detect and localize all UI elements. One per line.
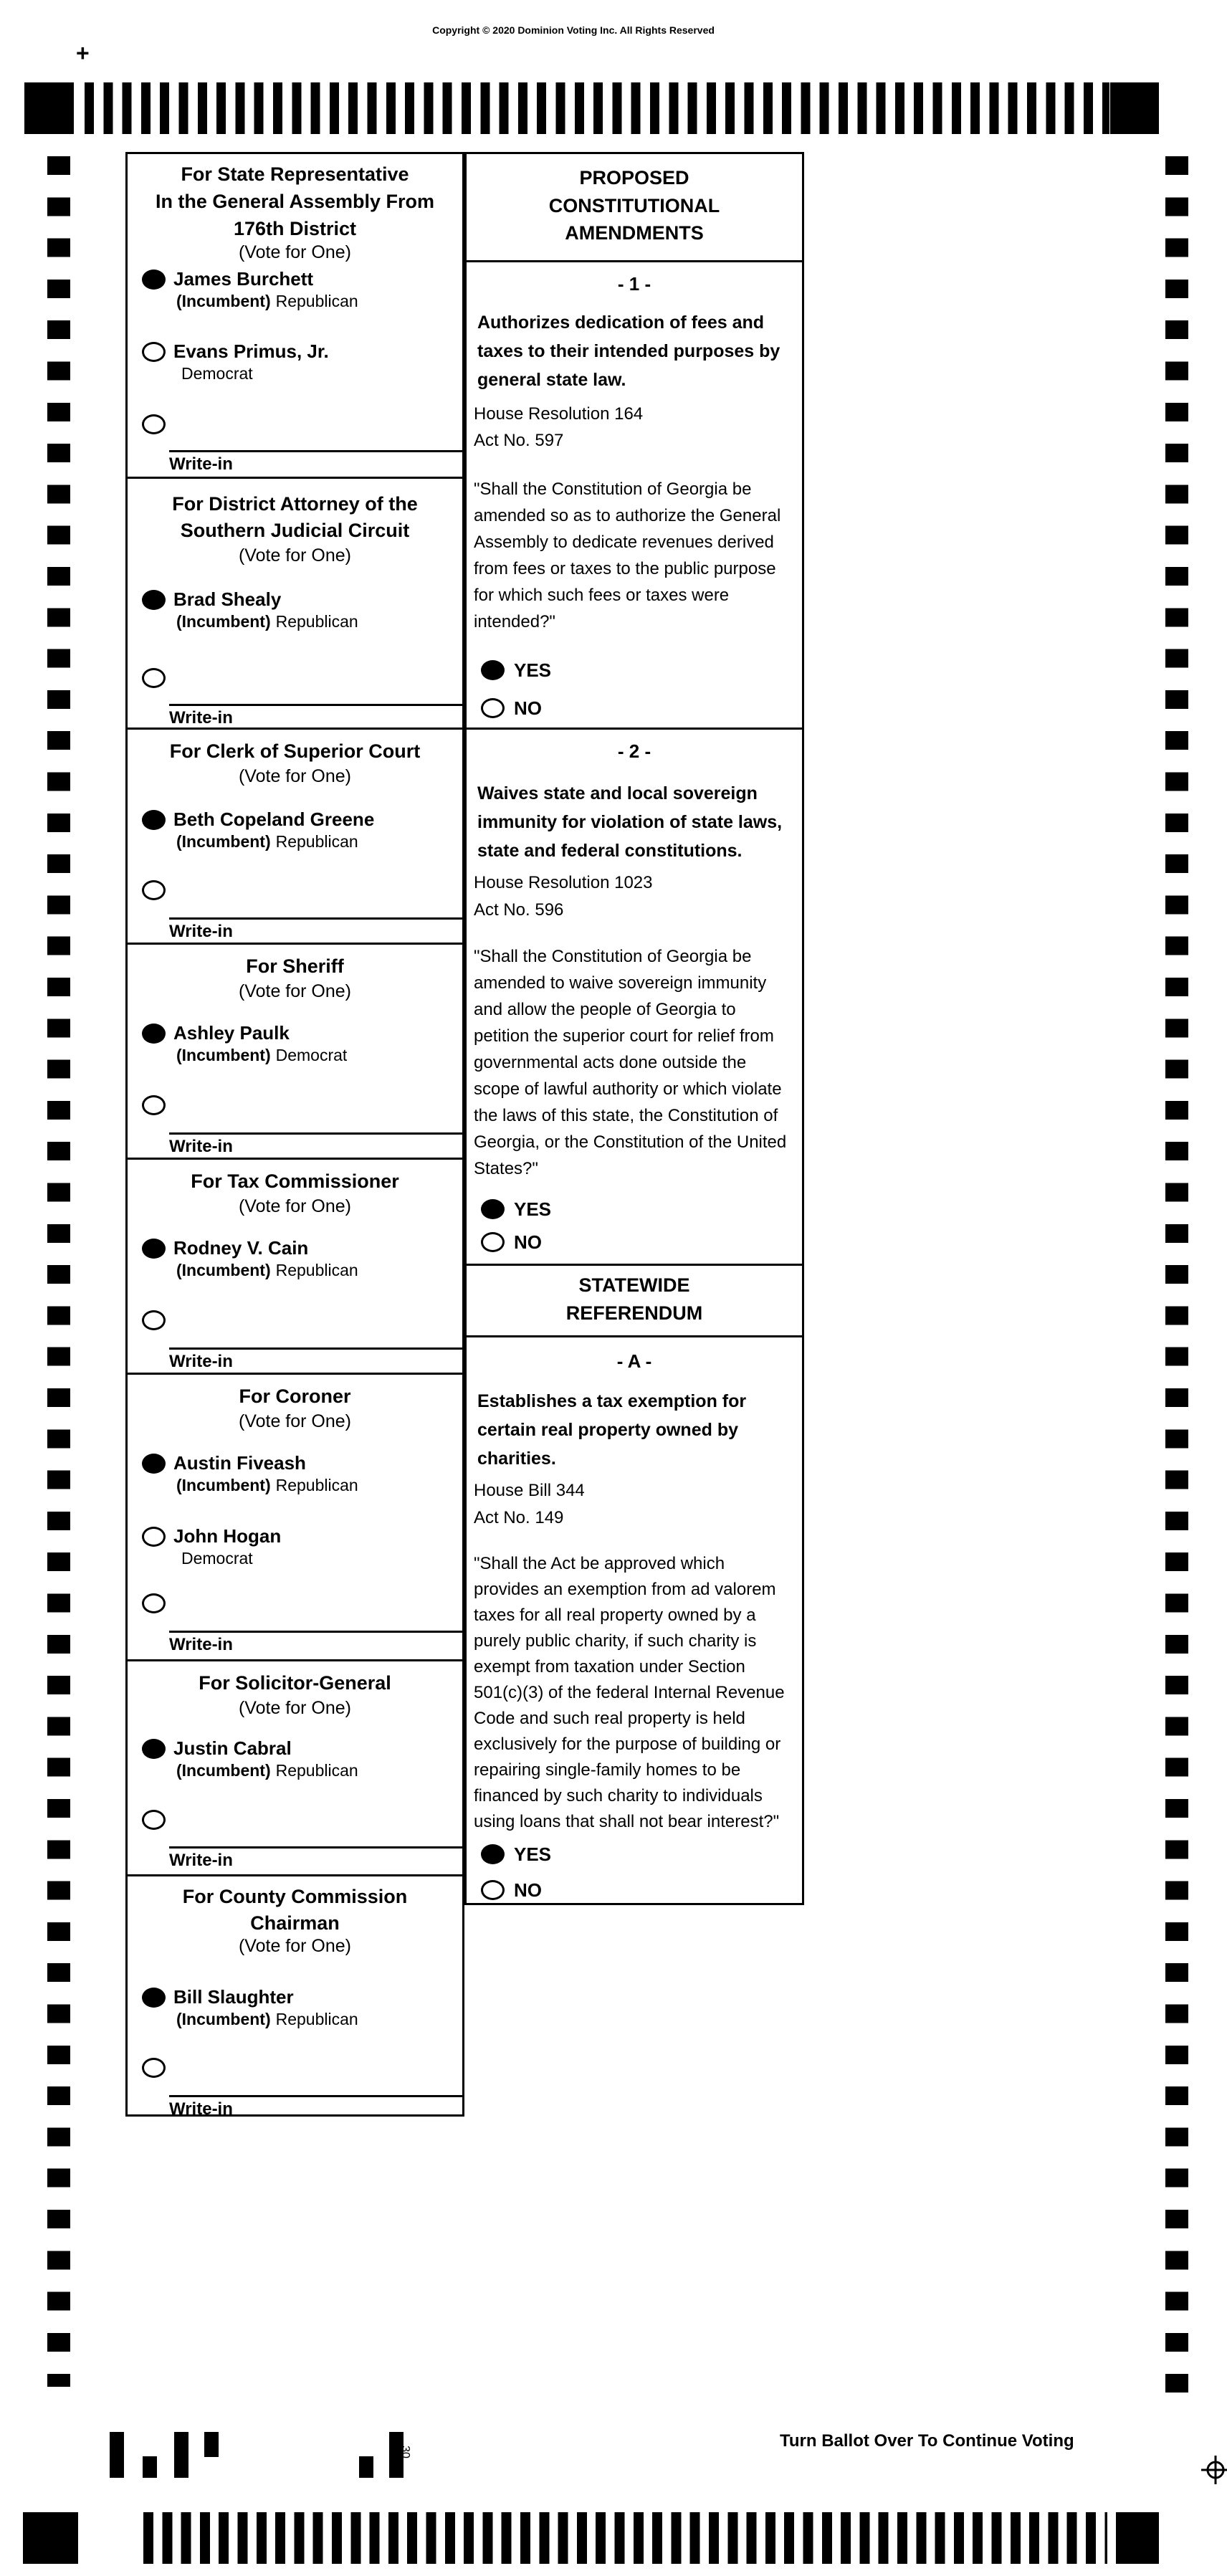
measure-question-line: provides an exemption from ad valorem — [474, 1580, 776, 1599]
measure-question-line: scope of lawful authority or which violate — [474, 1079, 782, 1099]
vote-for-one-instruction: (Vote for One) — [238, 242, 352, 262]
incumbent-label: (Incumbent) — [176, 1046, 271, 1064]
measure-question-line: Georgia, or the Constitution of the United — [474, 1132, 787, 1152]
party-label: Democrat — [181, 364, 253, 383]
contest-title: For District Attorney of the — [172, 493, 418, 515]
candidate-party — [176, 1549, 253, 1568]
write-in-label: Write-in — [169, 1352, 233, 1371]
measure-question-line: exclusively for the purpose of building or — [474, 1735, 781, 1754]
measure-question-line: taxes for all real property owned by a — [474, 1606, 756, 1625]
incumbent-label: (Incumbent) — [176, 1761, 271, 1780]
no-label: NO — [514, 1231, 542, 1253]
contest-box — [128, 1158, 462, 1375]
measure-number: - 1 - — [617, 273, 651, 295]
write-in-oval[interactable] — [142, 1810, 166, 1830]
candidate-party — [176, 1476, 358, 1495]
measure-question-line: repairing single-family homes to be — [474, 1760, 741, 1780]
measure-summary-line: Authorizes dedication of fees and — [477, 313, 765, 333]
write-in-line[interactable] — [169, 917, 462, 920]
candidate-name: John Hogan — [173, 1525, 282, 1547]
vote-for-one-instruction: (Vote for One) — [238, 1411, 352, 1431]
no-oval[interactable] — [481, 1880, 505, 1900]
contest-title: Chairman — [250, 1912, 340, 1934]
vote-for-one-instruction: (Vote for One) — [238, 981, 352, 1001]
incumbent-label: (Incumbent) — [176, 2010, 271, 2028]
write-in-oval[interactable] — [142, 2058, 166, 2078]
party-label: Republican — [275, 292, 358, 310]
measure-authority-line: Act No. 596 — [474, 900, 564, 920]
turn-ballot-over-text: Turn Ballot Over To Continue Voting — [780, 2431, 1074, 2451]
measure-box — [467, 260, 802, 730]
candidate-name: Ashley Paulk — [173, 1022, 290, 1044]
measure-authority-line: Act No. 597 — [474, 431, 564, 450]
candidate-oval[interactable] — [142, 810, 166, 830]
amendments-header-line: AMENDMENTS — [565, 222, 704, 244]
candidate-oval[interactable] — [142, 1527, 166, 1547]
measures-column — [464, 152, 804, 1905]
candidate-name: Brad Shealy — [173, 588, 282, 610]
write-in-line[interactable] — [169, 1132, 462, 1135]
contest-box — [128, 1874, 462, 2117]
yes-label: YES — [514, 659, 552, 681]
contest-title: 176th District — [233, 218, 357, 239]
contest-title: For Tax Commissioner — [191, 1170, 399, 1192]
vote-for-one-instruction: (Vote for One) — [238, 1196, 352, 1216]
candidate-name: Austin Fiveash — [173, 1452, 306, 1474]
candidate-oval[interactable] — [142, 1739, 166, 1759]
measure-authority-line: House Resolution 1023 — [474, 873, 653, 892]
measure-question-line: purely public charity, if such charity is — [474, 1631, 757, 1651]
contest-title: For County Commission — [182, 1886, 408, 1907]
write-in-label: Write-in — [169, 1137, 233, 1156]
measure-question-line: amended so as to authorize the General — [474, 506, 781, 525]
top-timing-block-left — [24, 82, 74, 134]
write-in-oval[interactable] — [142, 1593, 166, 1613]
candidate-oval[interactable] — [142, 1988, 166, 2008]
contest-box — [128, 477, 462, 730]
contest-title: For Clerk of Superior Court — [169, 740, 421, 762]
write-in-label: Write-in — [169, 922, 233, 941]
stub-barcode-bar — [143, 2456, 157, 2478]
measure-question-line: from fees or taxes to the public purpose — [474, 559, 776, 578]
contest-box — [128, 728, 462, 945]
registration-target-icon — [1201, 2456, 1227, 2484]
measure-question-line: "Shall the Constitution of Georgia be — [474, 947, 752, 966]
measure-question-line: governmental acts done outside the — [474, 1053, 747, 1072]
write-in-label: Write-in — [169, 2099, 233, 2117]
candidate-party — [176, 612, 358, 631]
yes-oval[interactable] — [481, 1844, 505, 1864]
measure-question-line: 501(c)(3) of the federal Internal Revenue — [474, 1683, 785, 1702]
measure-number: - 2 - — [617, 740, 651, 762]
stub-barcode-bar — [204, 2432, 219, 2457]
amendments-header-line: CONSTITUTIONAL — [548, 195, 720, 216]
candidate-oval[interactable] — [142, 269, 166, 290]
contest-box — [128, 154, 462, 479]
write-in-line[interactable] — [169, 1846, 462, 1848]
measure-authority-line: House Resolution 164 — [474, 404, 644, 424]
incumbent-label: (Incumbent) — [176, 832, 271, 851]
measure-box — [467, 1335, 802, 1903]
contest-title: For State Representative — [181, 163, 409, 185]
no-oval[interactable] — [481, 698, 505, 718]
party-label: Republican — [275, 612, 358, 631]
measure-question-line: for which such fees or taxes were — [474, 586, 730, 605]
amendments-header-line: PROPOSED — [579, 167, 689, 189]
party-label: Republican — [275, 1261, 358, 1279]
write-in-line[interactable] — [169, 1631, 462, 1633]
measure-question-line: using loans that shall not bear interest?" — [474, 1812, 780, 1831]
vote-for-one-instruction: (Vote for One) — [238, 1698, 352, 1718]
measure-question-line: "Shall the Constitution of Georgia be — [474, 480, 752, 499]
party-label: Republican — [275, 2010, 358, 2028]
top-timing-block-right — [1110, 82, 1159, 134]
measure-summary-line: charities. — [477, 1449, 556, 1469]
write-in-line[interactable] — [169, 450, 462, 452]
no-label: NO — [514, 1879, 542, 1901]
candidate-oval[interactable] — [142, 590, 166, 610]
write-in-label: Write-in — [169, 1635, 233, 1654]
incumbent-label: (Incumbent) — [176, 1261, 271, 1279]
bottom-timing-block-left — [23, 2512, 78, 2564]
candidate-party — [176, 2010, 358, 2029]
measure-question-line: the laws of this state, the Constitution of — [474, 1106, 778, 1125]
contest-box — [128, 943, 462, 1160]
write-in-oval[interactable] — [142, 1095, 166, 1115]
measure-question-line: Code and such real property is held — [474, 1709, 745, 1728]
write-in-label: Write-in — [169, 454, 233, 474]
party-label: Republican — [275, 832, 358, 851]
write-in-oval[interactable] — [142, 668, 166, 688]
contest-title: Southern Judicial Circuit — [180, 520, 410, 541]
measure-question-line: financed by such charity to individuals — [474, 1786, 763, 1805]
measure-question-line: petition the superior court for relief from — [474, 1026, 774, 1046]
measure-question-line: intended?" — [474, 612, 555, 631]
party-label: Democrat — [275, 1046, 348, 1064]
party-label: Republican — [275, 1761, 358, 1780]
vote-for-one-instruction: (Vote for One) — [238, 766, 352, 786]
registration-plus-mark: + — [76, 40, 90, 66]
write-in-oval[interactable] — [142, 880, 166, 900]
candidate-party — [176, 364, 253, 383]
measure-box — [467, 728, 802, 1266]
referendum-header — [467, 1264, 802, 1337]
incumbent-label: (Incumbent) — [176, 292, 271, 310]
candidate-name: Justin Cabral — [173, 1737, 292, 1759]
write-in-line[interactable] — [169, 2095, 462, 2097]
measure-summary-line: immunity for violation of state laws, — [477, 812, 783, 832]
measure-summary-line: Establishes a tax exemption for — [477, 1391, 747, 1411]
stub-barcode-bar — [359, 2456, 373, 2478]
candidate-oval[interactable] — [142, 1454, 166, 1474]
no-label: NO — [514, 697, 542, 719]
no-oval[interactable] — [481, 1232, 505, 1252]
measure-question-line: "Shall the Act be approved which — [474, 1554, 725, 1573]
incumbent-label: (Incumbent) — [176, 612, 271, 631]
candidate-name: Evans Primus, Jr. — [173, 340, 329, 362]
contest-box — [128, 1659, 462, 1876]
measure-number: - A - — [616, 1350, 652, 1372]
candidate-name: James Burchett — [173, 268, 314, 290]
candidate-party — [176, 1046, 347, 1065]
candidate-name: Rodney V. Cain — [173, 1237, 309, 1259]
measure-summary-line: taxes to their intended purposes by — [477, 341, 780, 361]
right-timing-marks — [1165, 156, 1188, 2407]
write-in-label: Write-in — [169, 708, 233, 728]
measure-question-line: and allow the people of Georgia to — [474, 1000, 736, 1019]
referendum-header-line: REFERENDUM — [565, 1302, 703, 1324]
amendments-header — [467, 154, 802, 262]
measure-summary-line: general state law. — [477, 370, 626, 390]
measure-question-line: exempt from taxation under Section — [474, 1657, 745, 1676]
contest-title: In the General Assembly From — [155, 191, 435, 212]
contest-title: For Sheriff — [246, 955, 344, 977]
contest-title: For Solicitor-General — [199, 1672, 391, 1694]
write-in-oval[interactable] — [142, 414, 166, 434]
measure-question-line: States?" — [474, 1159, 538, 1178]
candidate-party — [176, 832, 358, 851]
contest-box — [128, 1373, 462, 1661]
measure-authority-line: Act No. 149 — [474, 1508, 564, 1527]
yes-label: YES — [514, 1198, 552, 1220]
bottom-timing-block-right — [1116, 2512, 1159, 2564]
write-in-oval[interactable] — [142, 1310, 166, 1330]
yes-oval[interactable] — [481, 1199, 505, 1219]
candidate-oval[interactable] — [142, 1239, 166, 1259]
yes-label: YES — [514, 1843, 552, 1865]
yes-oval[interactable] — [481, 660, 505, 680]
stub-barcode-bar — [110, 2432, 124, 2478]
party-label: Republican — [275, 1476, 358, 1494]
party-label: Democrat — [181, 1549, 253, 1568]
measure-authority-line: House Bill 344 — [474, 1481, 585, 1500]
referendum-header-line: STATEWIDE — [578, 1274, 690, 1296]
measure-summary-line: Waives state and local sovereign — [477, 783, 758, 803]
vote-for-one-instruction: (Vote for One) — [238, 545, 352, 566]
copyright-text: Copyright © 2020 Dominion Voting Inc. All Rights Reserved — [432, 24, 715, 36]
candidate-party — [176, 1761, 358, 1780]
measure-question-line: amended to waive sovereign immunity — [474, 973, 767, 993]
candidate-party — [176, 1261, 358, 1280]
write-in-line[interactable] — [169, 704, 462, 706]
candidate-name: Bill Slaughter — [173, 1986, 294, 2008]
contests-column — [125, 152, 464, 2117]
vote-for-one-instruction: (Vote for One) — [238, 1936, 352, 1956]
measure-summary-line: state and federal constitutions. — [477, 841, 743, 861]
contest-title: For Coroner — [239, 1385, 351, 1407]
stub-number: 30 — [398, 2446, 411, 2458]
candidate-name: Beth Copeland Greene — [173, 808, 375, 830]
candidate-oval[interactable] — [142, 1024, 166, 1044]
incumbent-label: (Incumbent) — [176, 1476, 271, 1494]
top-timing-marks — [85, 82, 1109, 134]
bottom-timing-marks — [143, 2512, 1107, 2564]
stub-barcode-bar — [174, 2432, 188, 2478]
measure-summary-line: certain real property owned by — [477, 1420, 738, 1440]
left-timing-marks — [47, 156, 70, 2387]
measure-question-line: Assembly to dedicate revenues derived — [474, 533, 774, 552]
candidate-party — [176, 292, 358, 311]
write-in-line[interactable] — [169, 1347, 462, 1350]
write-in-label: Write-in — [169, 1851, 233, 1870]
candidate-oval[interactable] — [142, 342, 166, 362]
